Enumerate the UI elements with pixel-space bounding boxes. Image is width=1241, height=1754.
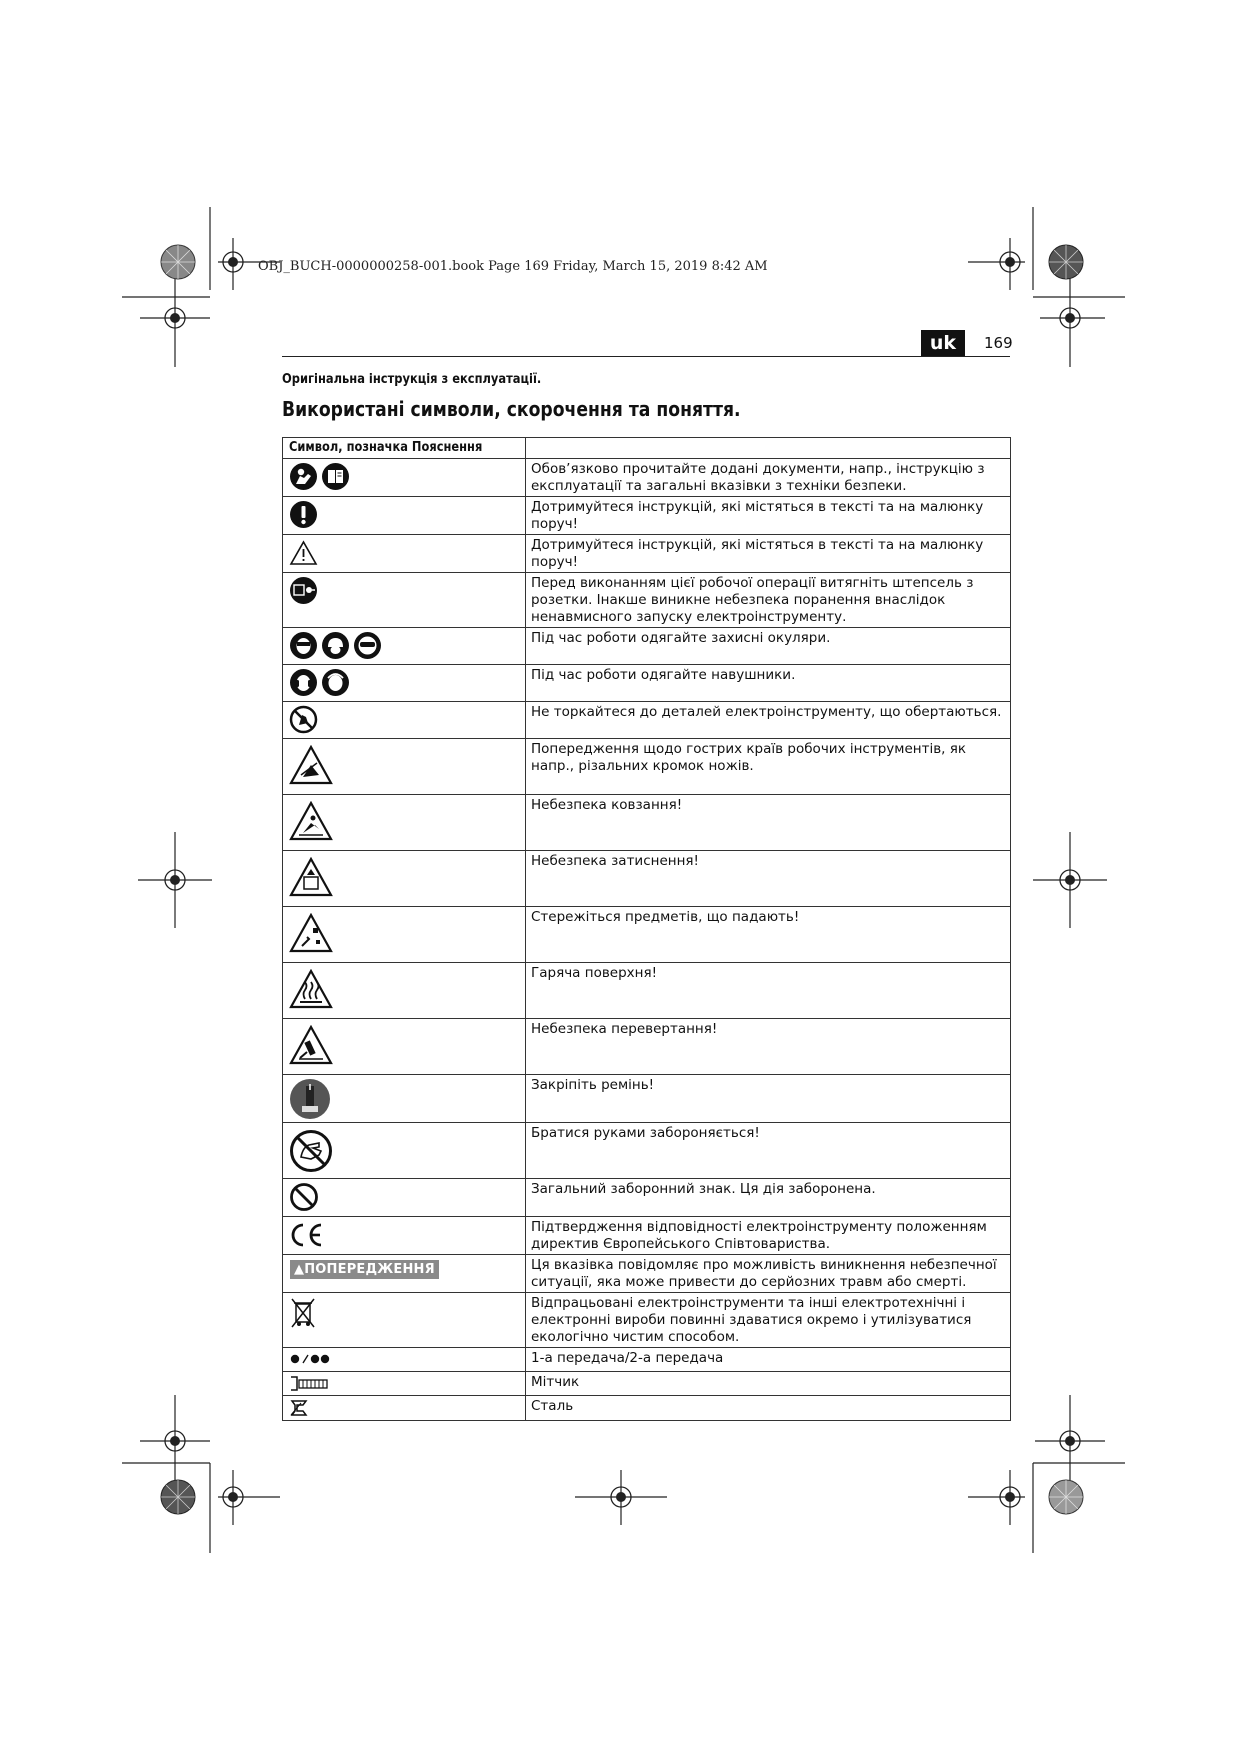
row-text: Ця вказівка повідомляє про можливість виникнення небезпечної ситуації, яка може привести до серйозних травм або смерті. xyxy=(526,1255,1011,1293)
table-header xyxy=(283,438,526,459)
row-text: Попередження щодо гострих країв робочих інструментів, як напр., різальних кромок ножів. xyxy=(526,739,1011,795)
table-row xyxy=(283,851,1011,907)
table-row xyxy=(283,1372,1011,1396)
row-text: Закріпіть ремінь! xyxy=(526,1075,1011,1123)
row-text: Під час роботи одягайте захисні окуляри. xyxy=(526,628,1011,665)
fasten-belt-icon xyxy=(289,1078,331,1120)
table-header-label: Символ, позначка Пояснення xyxy=(289,440,483,455)
row-text: Не торкайтеся до деталей електроінструменту, що обертаються. xyxy=(526,702,1011,739)
row-text: Відпрацьовані електроінструменти та інші електротехнічні і електронні вироби повинні здаватися окремо і утилізуватися екологічно чистим способом. xyxy=(526,1293,1011,1348)
page-title: Використані символи, скорочення та поняття. xyxy=(282,397,741,421)
symbols-table xyxy=(282,437,1011,1421)
row-text: Обов’язково прочитайте додані документи, напр., інструкцію з експлуатації та загальні вказівки з техніки безпеки. xyxy=(526,459,1011,497)
warning-triangle-icon xyxy=(289,540,318,566)
ce-mark-icon xyxy=(289,1222,325,1248)
table-row xyxy=(283,795,1011,851)
table-row xyxy=(283,573,1011,628)
table-row xyxy=(283,497,1011,535)
print-slug: OBJ_BUCH-0000000258-001.book Page 169 Friday, March 15, 2019 8:42 AM xyxy=(258,259,768,274)
page-number: 169 xyxy=(984,334,1013,352)
falling-objects-icon xyxy=(289,913,333,953)
table-row xyxy=(283,1019,1011,1075)
table-row xyxy=(283,535,1011,573)
table-row xyxy=(283,628,1011,665)
tap-tool-icon xyxy=(289,1375,331,1392)
table-row xyxy=(283,1255,1011,1293)
face-shield-icon xyxy=(289,631,318,660)
tipping-hazard-icon xyxy=(289,1025,333,1065)
read-manual-icon xyxy=(289,462,318,491)
hot-surface-icon xyxy=(289,969,333,1009)
manual-book-icon xyxy=(321,462,350,491)
table-row xyxy=(283,1348,1011,1372)
document-subtitle: Оригінальна інструкція з експлуатації. xyxy=(282,371,542,387)
table-row xyxy=(283,907,1011,963)
warning-label-text: ПОПЕРЕДЖЕННЯ xyxy=(304,1262,435,1277)
header-rule xyxy=(282,356,1010,357)
sharp-edges-warning-icon xyxy=(289,745,333,785)
table-row xyxy=(283,1396,1011,1421)
table-row xyxy=(283,1293,1011,1348)
unplug-icon xyxy=(289,576,318,605)
table-row xyxy=(283,1179,1011,1217)
row-text: Небезпека перевертання! xyxy=(526,1019,1011,1075)
ear-muffs-icon xyxy=(289,668,318,697)
steel-icon xyxy=(289,1399,311,1417)
row-text: 1-а передача/2-а передача xyxy=(526,1348,1011,1372)
table-row xyxy=(283,702,1011,739)
table-row xyxy=(283,1075,1011,1123)
row-text: Мітчик xyxy=(526,1372,1011,1396)
row-text: Перед виконанням цієї робочої операції витягніть штепсель з розетки. Інакше виникне небезпека поранення внаслідок ненавмисного запуску електроінструменту. xyxy=(526,573,1011,628)
table-row xyxy=(283,739,1011,795)
weee-bin-icon xyxy=(289,1296,317,1330)
row-text: Небезпека ковзання! xyxy=(526,795,1011,851)
no-hands-icon xyxy=(289,1129,333,1173)
row-text: Загальний заборонний знак. Ця дія заборонена. xyxy=(526,1179,1011,1217)
row-text: Стережіться предметів, що падають! xyxy=(526,907,1011,963)
table-row xyxy=(283,459,1011,497)
no-touch-rotating-icon xyxy=(289,705,318,734)
mandatory-icon xyxy=(289,500,318,529)
row-text: Дотримуйтеся інструкцій, які містяться в тексті та на малюнку поруч! xyxy=(526,497,1011,535)
table-header-row xyxy=(283,438,1011,459)
warning-label: ▲ПОПЕРЕДЖЕННЯ xyxy=(290,1260,439,1279)
row-text: Підтвердження відповідності електроінструменту положенням директив Європейського Співтовариства. xyxy=(526,1217,1011,1255)
row-text: Сталь xyxy=(526,1396,1011,1421)
row-text: Під час роботи одягайте навушники. xyxy=(526,665,1011,702)
gear-dots-icon xyxy=(289,1353,339,1365)
table-row xyxy=(283,665,1011,702)
slip-hazard-icon xyxy=(289,801,333,841)
language-badge: uk xyxy=(921,330,965,356)
prohibition-icon xyxy=(289,1182,319,1212)
safety-goggles-icon xyxy=(353,631,382,660)
row-text: Братися руками забороняється! xyxy=(526,1123,1011,1179)
table-row xyxy=(283,1123,1011,1179)
row-text: Гаряча поверхня! xyxy=(526,963,1011,1019)
row-text: Небезпека затиснення! xyxy=(526,851,1011,907)
ear-protection-icon xyxy=(321,668,350,697)
table-row xyxy=(283,963,1011,1019)
table-row xyxy=(283,1217,1011,1255)
crush-hazard-icon xyxy=(289,857,333,897)
helmet-icon xyxy=(321,631,350,660)
row-text: Дотримуйтеся інструкцій, які містяться в тексті та на малюнку поруч! xyxy=(526,535,1011,573)
